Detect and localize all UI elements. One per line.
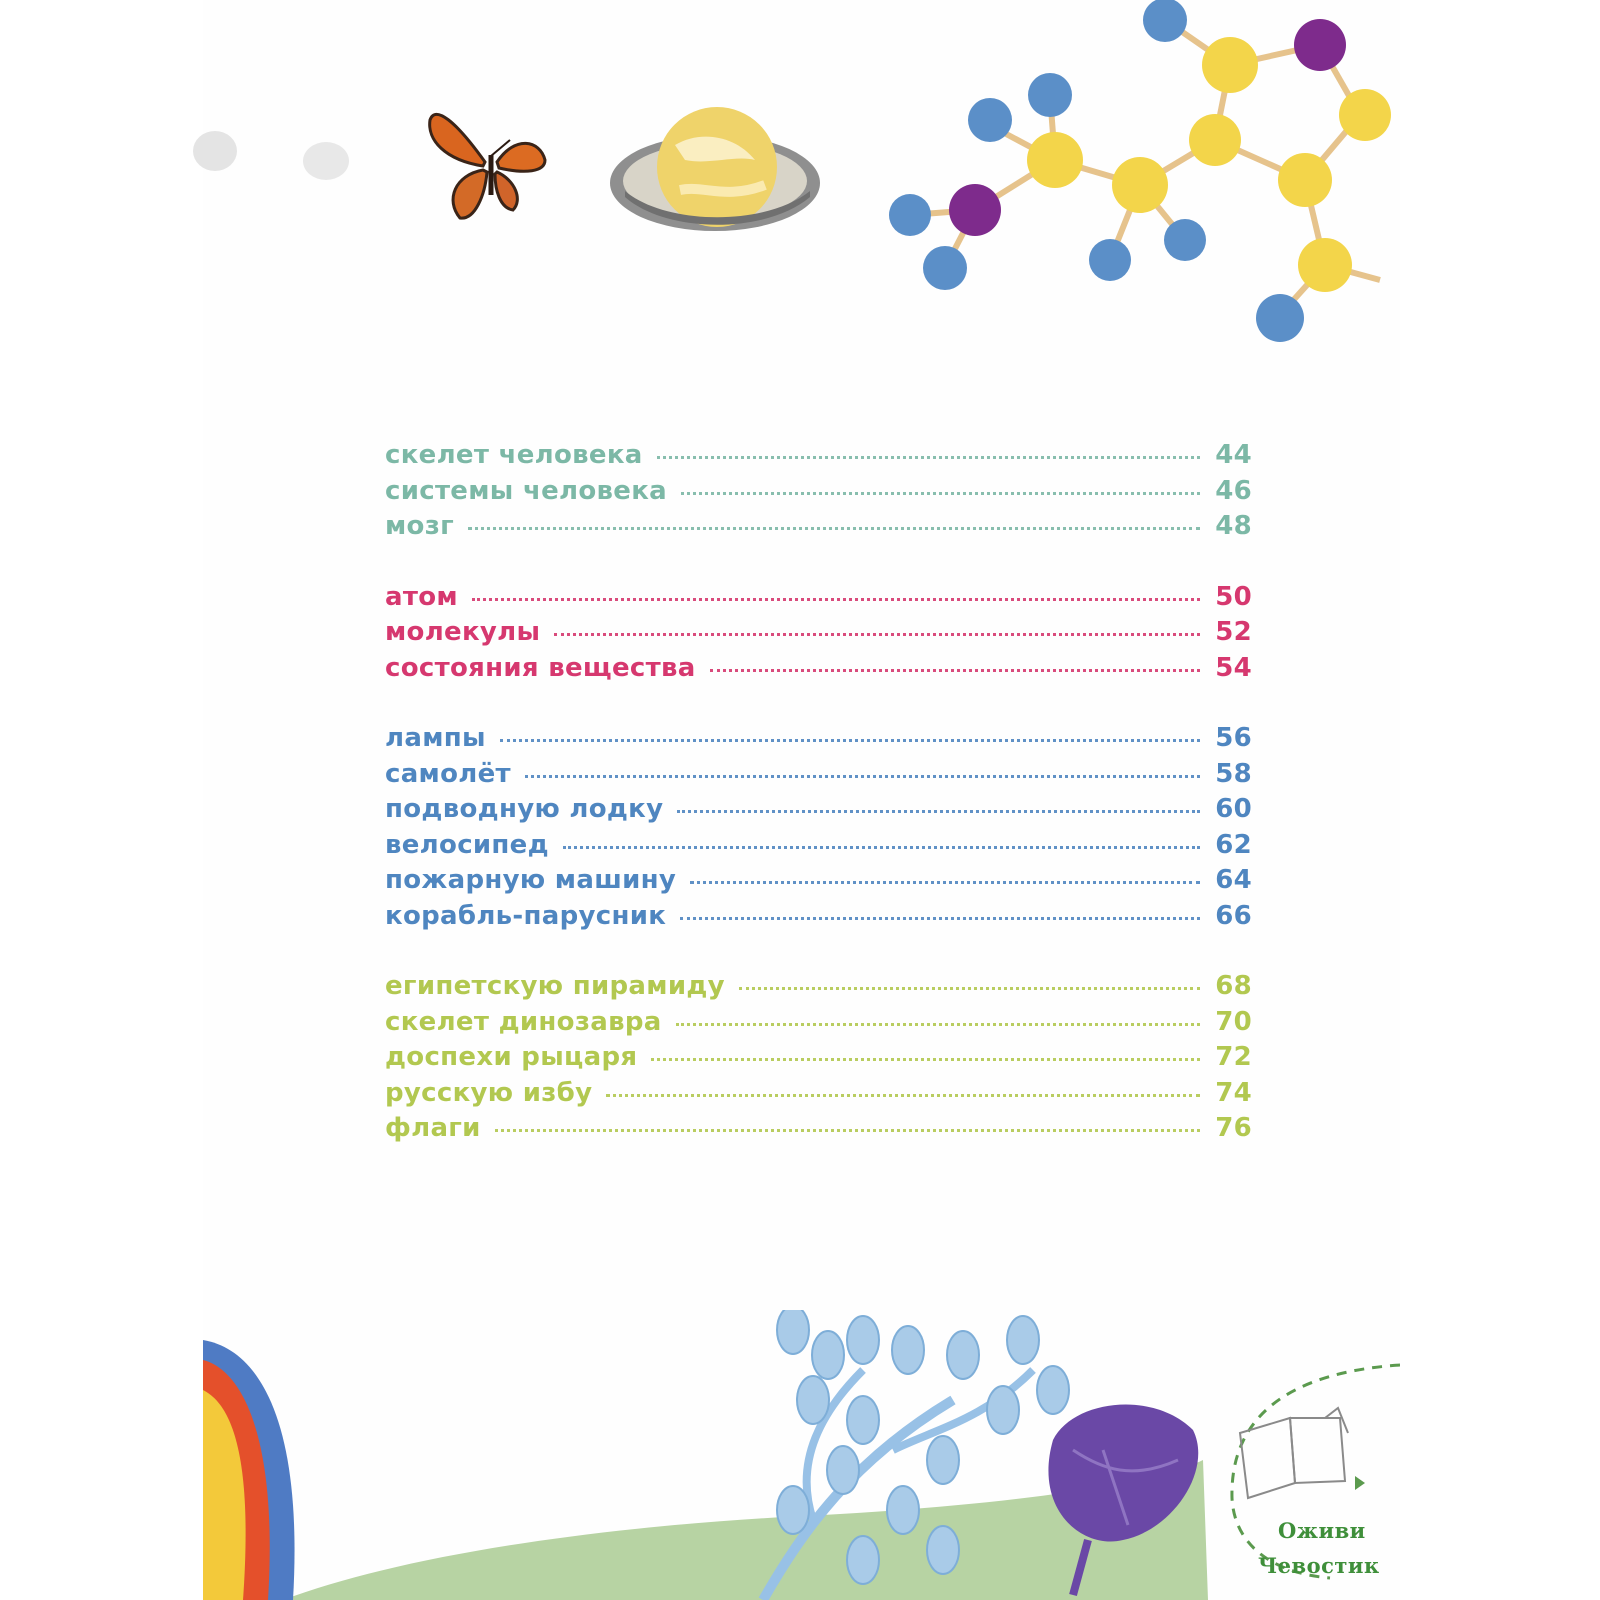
toc-entry[interactable] (385, 1007, 1252, 1043)
toc-entry-title: состояния вещества (385, 652, 696, 683)
atom (1278, 153, 1332, 207)
table-of-contents (385, 440, 1252, 1184)
open-book-icon (1240, 1408, 1348, 1498)
atom (1256, 294, 1304, 342)
toc-entry[interactable] (385, 794, 1252, 830)
toc-entry-page: 54 (1215, 652, 1252, 683)
toc-entry-page: 52 (1215, 617, 1252, 647)
toc-entry-page: 44 (1215, 440, 1252, 470)
dot-leader (681, 492, 1200, 495)
dot-leader (525, 775, 1200, 778)
rainbow (203, 1340, 295, 1600)
toc-entry-page: 48 (1215, 511, 1252, 541)
toc-entry[interactable] (385, 1042, 1252, 1078)
white-ball-1 (193, 131, 237, 171)
toc-entry-title: корабль-парусник (385, 900, 667, 931)
dot-leader (554, 633, 1200, 636)
atom (1028, 73, 1072, 117)
toc-entry[interactable] (385, 901, 1252, 937)
dot-leader (472, 598, 1200, 601)
toc-entry-page: 56 (1215, 723, 1252, 753)
toc-entry-page: 76 (1215, 1113, 1252, 1143)
dot-leader (680, 917, 1200, 920)
butterfly (415, 100, 565, 230)
toc-entry-page: 66 (1215, 900, 1252, 931)
toc-entry-page: 58 (1215, 758, 1252, 789)
atom (1164, 219, 1206, 261)
dot-leader (651, 1058, 1200, 1061)
dot-leader (676, 1023, 1200, 1026)
ozhivi-badge[interactable] (1220, 1363, 1400, 1600)
toc-entry-page: 46 (1215, 475, 1252, 506)
atom (1189, 114, 1241, 166)
toc-entry[interactable] (385, 1078, 1252, 1114)
atom (923, 246, 967, 290)
toc-group (385, 971, 1252, 1149)
atom (1294, 19, 1346, 71)
toc-entry-page: 60 (1215, 794, 1252, 824)
toc-entry[interactable] (385, 1113, 1252, 1149)
toc-entry-title: самолёт (385, 758, 511, 789)
toc-entry[interactable] (385, 759, 1252, 795)
dot-leader (739, 987, 1200, 990)
atom (1298, 238, 1352, 292)
atom (1339, 89, 1391, 141)
toc-entry-title: скелет динозавра (385, 1006, 662, 1037)
toc-entry-title: мозг (385, 511, 455, 541)
toc-entry[interactable] (385, 723, 1252, 759)
atom (1202, 37, 1258, 93)
toc-entry[interactable] (385, 865, 1252, 901)
toc-entry[interactable] (385, 617, 1252, 653)
dot-leader (500, 739, 1200, 742)
planet-saturn (605, 105, 825, 245)
toc-entry-title: молекулы (385, 617, 541, 647)
dot-leader (677, 810, 1200, 813)
toc-entry-page: 64 (1215, 865, 1252, 895)
molecule-model (870, 0, 1400, 360)
toc-entry-title: флаги (385, 1113, 481, 1143)
toc-entry-title: доспехи рыцаря (385, 1042, 638, 1072)
dot-leader (563, 846, 1200, 849)
toc-entry-title: лампы (385, 723, 486, 753)
toc-entry-title: египетскую пирамиду (385, 971, 725, 1001)
atom (1027, 132, 1083, 188)
atom (949, 184, 1001, 236)
badge-line-2: Чевостик (1258, 1553, 1380, 1578)
toc-entry-title: атом (385, 581, 458, 612)
white-ball-2 (303, 142, 349, 180)
toc-entry[interactable] (385, 830, 1252, 866)
atom (1089, 239, 1131, 281)
toc-entry[interactable] (385, 971, 1252, 1007)
toc-entry-page: 50 (1215, 581, 1252, 612)
toc-group (385, 440, 1252, 547)
toc-entry[interactable] (385, 440, 1252, 476)
toc-entry-page: 68 (1215, 971, 1252, 1001)
dot-leader (690, 881, 1200, 884)
toc-entry[interactable] (385, 653, 1252, 689)
toc-entry-title: русскую избу (385, 1077, 593, 1108)
toc-entry-page: 70 (1215, 1006, 1252, 1037)
dot-leader (606, 1094, 1200, 1097)
dot-leader (468, 527, 1200, 530)
toc-group (385, 582, 1252, 689)
toc-entry-title: пожарную машину (385, 865, 677, 895)
atom (889, 194, 931, 236)
toc-entry-page: 74 (1215, 1077, 1252, 1108)
atom (1143, 0, 1187, 42)
toc-entry-title: велосипед (385, 829, 549, 860)
toc-entry-title: подводную лодку (385, 794, 664, 824)
toc-group (385, 723, 1252, 936)
toc-entry-page: 62 (1215, 829, 1252, 860)
toc-entry[interactable] (385, 476, 1252, 512)
toc-entry[interactable] (385, 582, 1252, 618)
atom (1112, 157, 1168, 213)
toc-entry[interactable] (385, 511, 1252, 547)
dot-leader (657, 456, 1200, 459)
badge-line-1: Оживи (1278, 1518, 1366, 1543)
dot-leader (495, 1129, 1200, 1132)
toc-entry-title: системы человека (385, 475, 668, 506)
dot-leader (710, 669, 1200, 672)
toc-entry-page: 72 (1215, 1042, 1252, 1072)
atom (968, 98, 1012, 142)
toc-entry-title: скелет человека (385, 440, 643, 470)
